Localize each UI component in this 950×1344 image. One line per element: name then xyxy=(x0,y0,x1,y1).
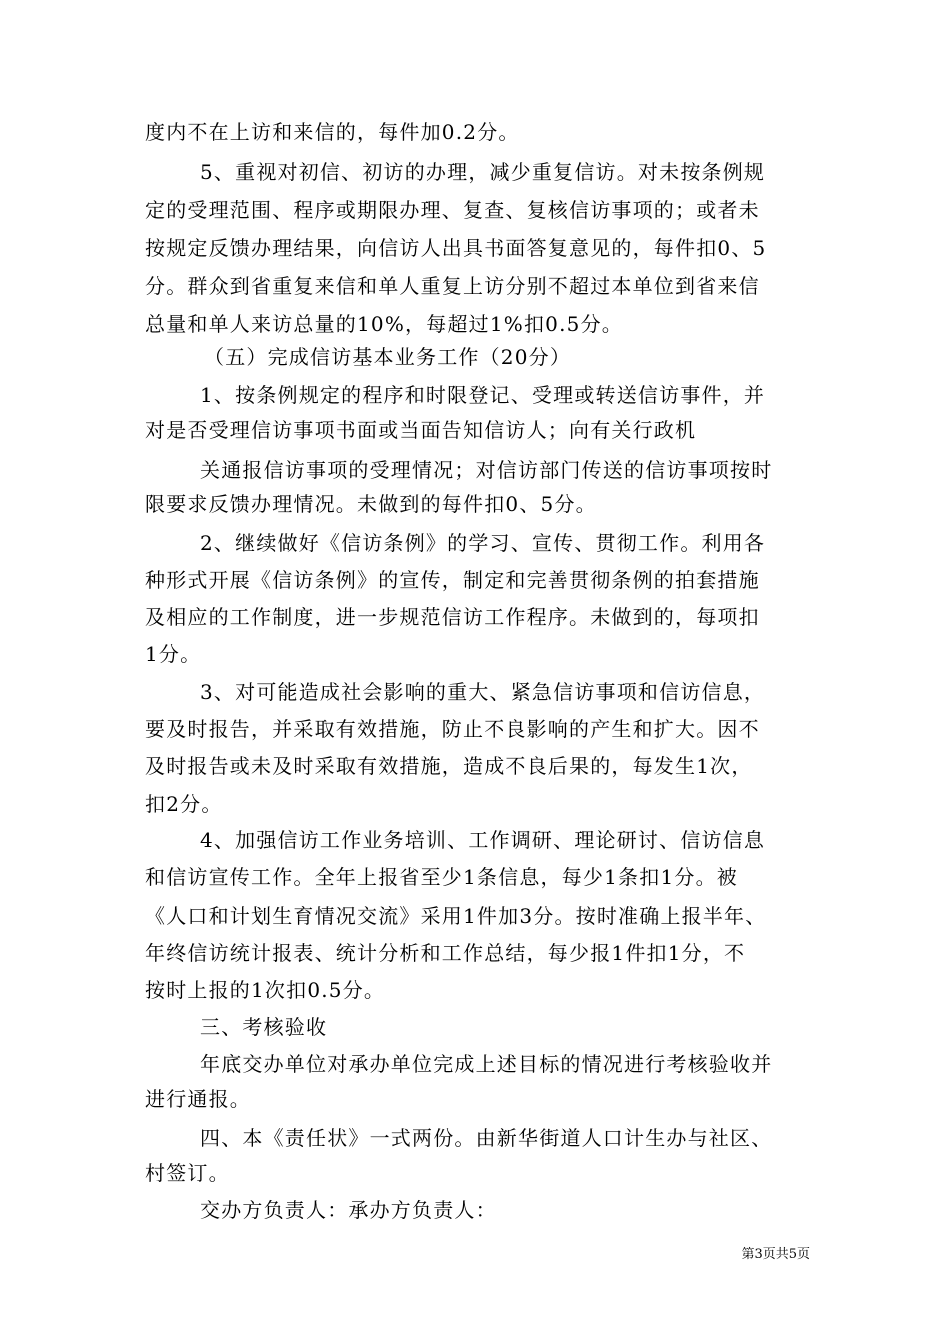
text-line: 要及时报告，并采取有效措施，防止不良影响的产生和扩大。因不 xyxy=(145,717,760,741)
text-line: 村签订。 xyxy=(145,1161,230,1185)
text-line: 总量和单人来访总量的10%，每超过1%扣0.5分。 xyxy=(145,312,623,336)
section-heading: 三、考核验收 xyxy=(200,1015,328,1039)
text-line: 扣2分。 xyxy=(145,792,223,816)
text-line: 5、重视对初信、初访的办理，减少重复信访。对未按条例规 xyxy=(200,160,766,184)
text-line: 对是否受理信访事项书面或当面告知信访人；向有关行政机 xyxy=(145,418,697,442)
text-line: 按时上报的1次扣0.5分。 xyxy=(145,978,386,1002)
text-line: 《人口和计划生育情况交流》采用1件加3分。按时准确上报半年、 xyxy=(145,904,767,928)
text-line: 2、继续做好《信访条例》的学习、宣传、贯彻工作。利用各 xyxy=(200,531,766,555)
text-line: 定的受理范围、程序或期限办理、复查、复核信访事项的；或者未 xyxy=(145,198,760,222)
text-line: 分。群众到省重复来信和单人重复上访分别不超过本单位到省来信 xyxy=(145,274,760,298)
page-number: 第3页共5页 xyxy=(741,1247,810,1262)
text-line: 关通报信访事项的受理情况；对信访部门传送的信访事项按时 xyxy=(200,458,773,482)
text-line: 及相应的工作制度，进一步规范信访工作程序。未做到的，每项扣 xyxy=(145,605,760,629)
text-line: 1分。 xyxy=(145,642,202,666)
text-line: 及时报告或未及时采取有效措施，造成不良后果的，每发生1次， xyxy=(145,754,753,778)
text-line: 度内不在上访和来信的，每件加0.2分。 xyxy=(145,120,520,144)
text-line: 年终信访统计报表、统计分析和工作总结，每少报1件扣1分，不 xyxy=(145,941,746,965)
text-line: 种形式开展《信访条例》的宣传，制定和完善贯彻条例的拍套措施 xyxy=(145,568,760,592)
text-line: 限要求反馈办理情况。未做到的每件扣0、5分。 xyxy=(145,492,597,516)
text-line: 四、本《责任状》一式两份。由新华街道人口计生办与社区、 xyxy=(200,1126,773,1150)
text-line: 年底交办单位对承办单位完成上述目标的情况进行考核验收并 xyxy=(200,1052,773,1076)
text-line: 1、按条例规定的程序和时限登记、受理或转送信访事件，并 xyxy=(200,383,766,407)
text-line: 4、加强信访工作业务培训、工作调研、理论研讨、信访信息 xyxy=(200,828,766,852)
text-line: 按规定反馈办理结果，向信访人出具书面答复意见的，每件扣0、5 xyxy=(145,236,767,260)
text-line: 和信访宣传工作。全年上报省至少1条信息，每少1条扣1分。被 xyxy=(145,865,738,889)
text-line: 3、对可能造成社会影响的重大、紧急信访事项和信访信息， xyxy=(200,680,766,704)
section-heading: （五）完成信访基本业务工作（20分） xyxy=(204,345,572,369)
text-line: 交办方负责人：承办方负责人： xyxy=(200,1198,497,1222)
text-line: 进行通报。 xyxy=(145,1087,251,1111)
